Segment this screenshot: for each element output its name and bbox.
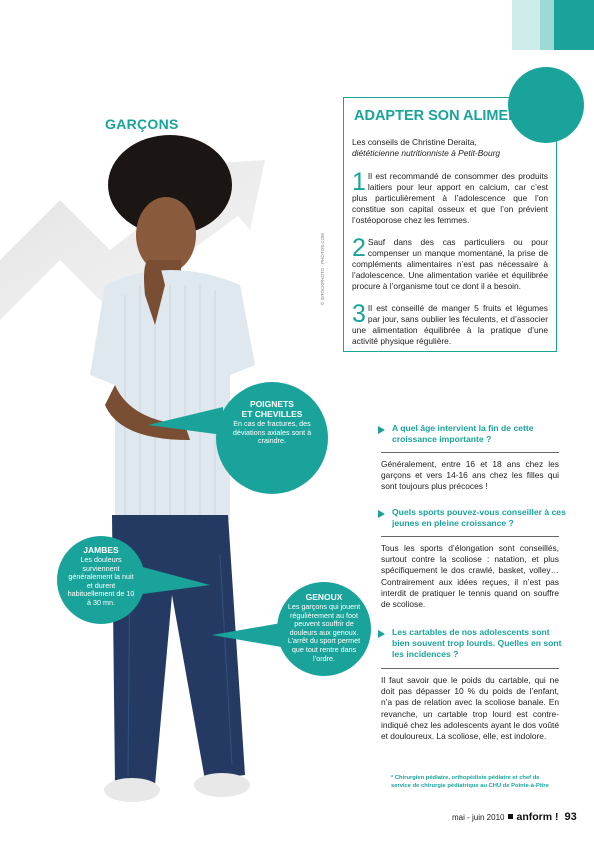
divider [381, 536, 559, 537]
question-marker-icon [378, 426, 385, 434]
bubble-jambes [57, 536, 145, 624]
answer: Il faut savoir que le poids du cartable, qui ne doit pas dépasser 10 % du poids de l’enfant, n’a pas de relation avec la scoliose banale. En revanche, un cartable trop lourd est contre-indiqué chez les adolescents ayant le dos voûté et douloureux. La scoliose, elle, est indolore. [381, 675, 559, 742]
divider [381, 668, 559, 669]
answer: Généralement, entre 16 et 18 ans chez les garçons et vers 14-16 ans chez les filles qui sont toujours plus précoces ! [381, 459, 559, 492]
issue-date: mai - juin 2010 [452, 813, 505, 822]
bubble-text: Les garçons qui jouent régulièrement au foot peuvent souffrir de douleurs aux genoux. L’arrêt du sport permet que tout rentre dans l’ordre. [287, 602, 361, 663]
footnote: * Chirurgien pédiatre, orthopédiste pédiatre et chef de service de chirurgie pédiatrique au CHU de Pointe-à-Pitre [391, 775, 549, 789]
bubble-title: ET CHEVILLES [241, 409, 303, 419]
tip-item [352, 300, 548, 347]
header-decor-bar [554, 0, 594, 50]
box-title: ADAPTER SON ALIMENTATION [354, 108, 571, 124]
tip-text: Il est conseillé de manger 5 fruits et légumes par jour, sans oublier les féculents, et d’associer une alimentation équilibrée à la pratique d’une activité physique régulière. [352, 303, 548, 346]
tip-number: 1 [352, 168, 366, 196]
answer: Tous les sports d’élongation sont conseillés, surtout contre la scoliose : natation, et plus spécifiquement le dos crawlé, basket, volley… Contrairement aux idées reçues, il n’est pas interdit de pratiquer le tennis quand on souffre de scoliose. [381, 543, 559, 610]
box-intro-role: diététicienne nutritionniste à Petit-Bourg [352, 148, 501, 158]
header-decor-bar [512, 0, 540, 50]
bubble-title: JAMBES [83, 545, 119, 555]
tip-number: 3 [352, 300, 366, 328]
bubble-title: GENOUX [305, 592, 343, 602]
magazine-brand: anform ! [516, 811, 559, 823]
question: A quel âge intervient la fin de cette croissance importante ? [392, 423, 534, 444]
header-decor-bar [540, 0, 554, 50]
question: Les cartables de nos adolescents sont bien souvent trop lourds. Quelles en sont les incidences ? [392, 627, 562, 659]
bubble-pointer [135, 560, 215, 600]
bubble-pointer [212, 620, 292, 650]
bubble-text: En cas de fractures, des déviations axiales sont à craindre. [232, 419, 312, 446]
divider [381, 452, 559, 453]
photo-credit: © ISTOCKPHOTO - PHOTOS.COM [320, 233, 325, 305]
box-intro-author: Les conseils de Christine Deraita, [352, 137, 477, 147]
bubble-poignets-chevilles [216, 382, 328, 494]
box-intro [352, 137, 548, 159]
page-number: 93 [564, 811, 577, 823]
box-decor-circle [508, 67, 584, 143]
tip-number: 2 [352, 234, 366, 262]
bubble-text: Les douleurs surviennent généralement la nuit et durent habituellement de 10 à 30 mn. [67, 555, 135, 607]
page-footer [452, 811, 577, 823]
tip-text: Sauf dans des cas particuliers ou pour compenser un manque momentané, la prise de compléments alimentaires n’est pas nécessaire à l’adolescence. Une alimentation variée et équilibrée procure à l’organisme tout ce dont il a besoin. [352, 237, 548, 291]
bubble-pointer [148, 405, 228, 445]
question-marker-icon [378, 630, 385, 638]
tip-item [352, 168, 548, 226]
question: Quels sports pouvez-vous conseiller à ces jeunes en pleine croissance ? [392, 507, 566, 528]
bubble-title: POIGNETS [250, 399, 294, 409]
question-marker-icon [378, 510, 385, 518]
tip-text: Il est recommandé de consommer des produits laitiers pour leur apport en calcium, car c’est plus particulièrement à l’adolescence que l’on constitue son capital osseux et que l’on prévient l’ostéoporose chez les femmes. [352, 171, 548, 225]
square-bullet-icon [508, 814, 513, 819]
tip-item [352, 234, 548, 292]
section-title: GARÇONS [105, 116, 179, 132]
